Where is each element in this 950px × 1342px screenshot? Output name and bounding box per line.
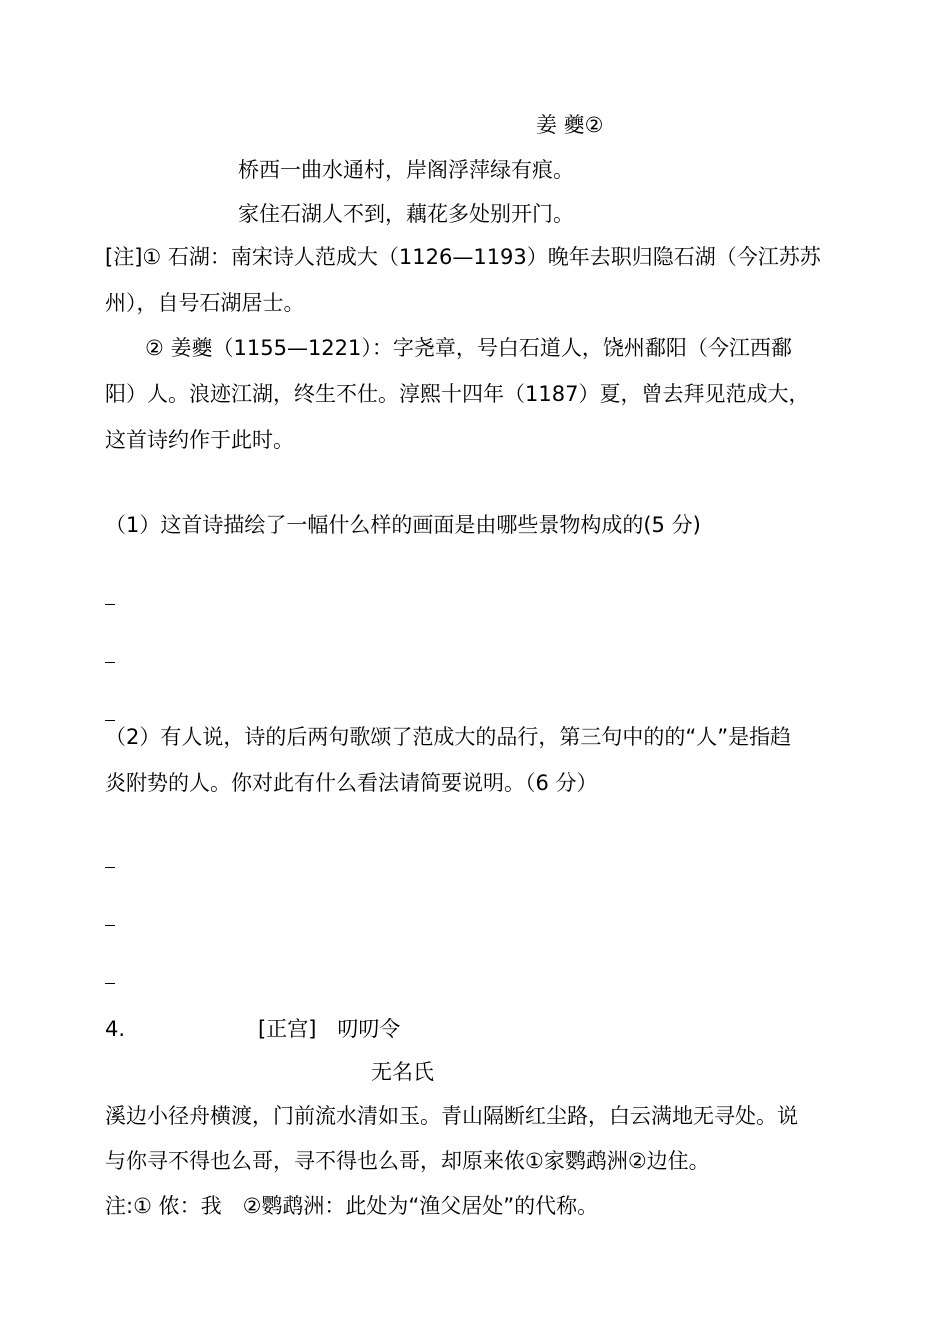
poem1-line-1: 桥西一曲水通村，岸阁浮萍绿有痕。 bbox=[238, 158, 574, 182]
question-2-line-1: （2）有人说，诗的后两句歌颂了范成大的品行，第三句中的的“人”是指趋 bbox=[105, 725, 792, 749]
answer-blank-1a[interactable] bbox=[105, 604, 115, 605]
note1-line-1: [注]① 石湖：南宋诗人范成大（1126—1193）晚年去职归隐石湖（今江苏苏 bbox=[105, 245, 821, 269]
note1-line-2: 州），自号石湖居士。 bbox=[105, 291, 305, 315]
note2-line-3: 这首诗约作于此时。 bbox=[105, 428, 294, 452]
answer-blank-2b[interactable] bbox=[105, 925, 115, 926]
note2-line-1: ② 姜夔（1155—1221）：字尧章，号白石道人，饶州鄱阳（今江西鄱 bbox=[145, 336, 792, 360]
answer-blank-2c[interactable] bbox=[105, 983, 115, 984]
item4-author: 无名氏 bbox=[371, 1060, 434, 1084]
item4-line-1: 溪边小径舟横渡，门前流水清如玉。青山隔断红尘路，白云满地无寻处。说 bbox=[105, 1104, 798, 1128]
item4-line-2: 与你寻不得也么哥，寻不得也么哥，却原来侬①家鹦鹉洲②边住。 bbox=[105, 1149, 710, 1173]
answer-blank-2a[interactable] bbox=[105, 867, 115, 868]
item4-title: [正宫] 叨叨令 bbox=[258, 1017, 401, 1041]
answer-blank-1c[interactable] bbox=[105, 720, 115, 721]
question-2-line-2: 炎附势的人。你对此有什么看法请简要说明。（6 分） bbox=[105, 771, 598, 795]
item4-number: 4. bbox=[105, 1017, 126, 1041]
poem1-line-2: 家住石湖人不到，藕花多处别开门。 bbox=[238, 202, 574, 226]
note2-line-2: 阳）人。浪迹江湖，终生不仕。淳熙十四年（1187）夏，曾去拜见范成大， bbox=[105, 382, 810, 406]
question-1: （1）这首诗描绘了一幅什么样的画面是由哪些景物构成的(5 分) bbox=[105, 513, 701, 537]
answer-blank-1b[interactable] bbox=[105, 662, 115, 663]
poem1-author: 姜 夔② bbox=[536, 113, 604, 137]
item4-note: 注:① 侬：我 ②鹦鹉洲：此处为“渔父居处”的代称。 bbox=[105, 1194, 599, 1218]
